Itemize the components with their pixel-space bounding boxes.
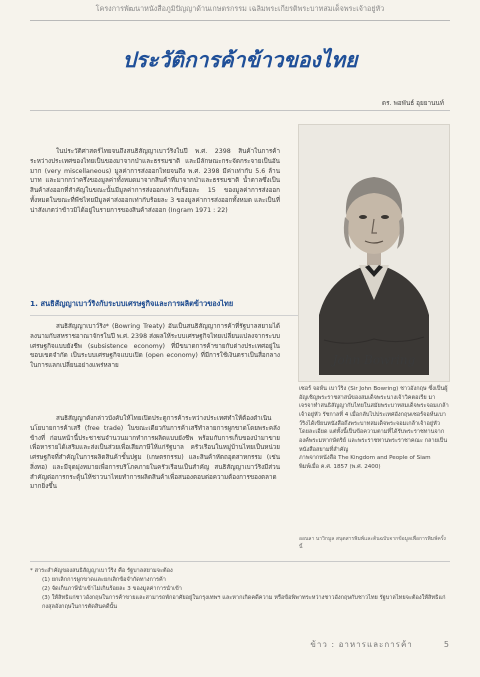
author-divider bbox=[30, 110, 450, 111]
page-number: 5 bbox=[443, 640, 450, 649]
footnote-item: (3) ให้สิทธิแก่ชาวอังกฤษในการค้าขายและสามารถพักอาศัยอยู่ในกรุงเทพฯ และหากเกิดคดีความ หรือข้อพิพาทระหว่างชาวอังกฤษกับชาวไทย รัฐบาลไทยจะต้องให้สิทธิแก่กงสุลอังกฤษในการตัดสินคดีนั้น bbox=[42, 594, 446, 610]
footnote-intro: * สาระสำคัญของสนธิสัญญาเบาว์ริง คือ รัฐบาลสยามจะต้อง bbox=[30, 568, 173, 574]
section-body-2 bbox=[30, 414, 280, 492]
article-title: ประวัติการค้าข้าวของไทย bbox=[122, 48, 358, 72]
running-header: โครงการพัฒนาหนังสือภูมิปัญญาด้านเกษตรกรรม เฉลิมพระเกียรติพระบาทสมเด็จพระเจ้าอยู่หัว bbox=[95, 4, 385, 13]
caption-text: เซอร์ จอห์น เบาว์ริง (Sir John Bowring) ชาวอังกฤษ ซึ่งเป็นผู้อัญเชิญพระราชสาสน์ของสมเด็จพระนางเจ้าวิคตอเรีย มาเจรจาทำสนธิสัญญากับไทยในสมัยพระบาทสมเด็จพระจอมเกล้าเจ้าอยู่หัว รัชกาลที่ 4 เมื่อกลับไปประเทศอังกฤษเซอร์จอห์นเบาว์ริงได้เขียนหนังสือถึงพระบาทสมเด็จพระจอมเกล้าเจ้าอยู่หัวโดยละเอียด แต่ทั้งนี้เป็นข้อความตามที่ได้รับพระราชทานจากองค์พระมหากษัตริย์ และพระราชทานพระราชาคณะ กลายเป็นหนังสือสยามที่สำคัญ bbox=[299, 386, 449, 453]
portrait-image bbox=[298, 124, 450, 382]
portrait-caption bbox=[299, 385, 449, 472]
page-footer bbox=[0, 638, 450, 651]
author-name: ดร. พอพันธ์ อุยยานนท์ bbox=[381, 99, 444, 107]
footnote-item: (1) ยกเลิกการผูกขาดและยกเลิกข้อจำกัดทางการค้า bbox=[42, 576, 166, 583]
footnote-item: (2) จัดเก็บภาษีนำเข้าไม่เกินร้อยละ 3 ของมูลค่าการนำเข้า bbox=[42, 585, 182, 592]
section-paragraph-2: สนธิสัญญาดังกล่าวบังคับให้ไทยเปิดประตูการค้าระหว่างประเทศทำให้ต้องดำเนินนโยบายการค้าเสรี (free trade) ในขณะเดียวกันการค้าเสรีทำลายการผูกขาดโดยพระคลังข้างที่ ก่อนหน้านี้ประชาชนจำนวนมากทำการผลิตแบบยังชีพ พร้อมกับการเก็บของป่ามาขายเพื่อหารายได้เสริมและส่งเป็นส่วยเพื่อเสียภาษีให้แก่รัฐบาล ครัวเรือนในหมู่บ้านไทยเป็นหน่วยเศรษฐกิจที่สำคัญในการผลิตสินค้าขั้นปฐม (เกษตรกรรม) และสินค้าหัตถอุตสาหกรรม (เช่น สิ่งทอ) และมีจุดมุ่งหมายเพื่อการบริโภคภายในครัวเรือนเป็นสำคัญ สนธิสัญญาเบาว์ริงมีส่วนสำคัญต่อการกระตุ้นให้ชาวนาไทยทำการผลิตสินค้าเพื่อสนองตอบต่อความต้องการของตลาดมากยิ่งขึ้น bbox=[30, 415, 280, 491]
intro-paragraph: ในประวัติศาสตร์ไทยจนถึงสนธิสัญญาเบาว์ริงในปี พ.ศ. 2398 สินค้าในการค้าระหว่างประเทศของไทยเป็นของมาจากป่าและธรรมชาติ และมีลักษณะกระจัดกระจายเป็นอันมาก (very miscellaneous) มูลค่าการส่งออกไทยจนถึง พ.ศ. 2398 มีค่าเท่ากับ 5.6 ล้านบาท และมากกว่าครึ่งของมูลค่าทั้งหมดมาจากสินค้าที่มาจากป่าและธรรมชาติ น้ำตาลซึ่งเป็นสินค้าส่งออกที่สำคัญในขณะนั้นมีมูลค่าการส่งออกเท่ากับร้อยละ 15 ของมูลค่าการส่งออกทั้งหมดในขณะที่พืชไทยมีมูลค่าส่งออกเท่ากับร้อยละ 3 ของมูลค่าการส่งออกทั้งหมด และเป็นที่น่าสังเกตว่าข้าวมิได้อยู่ในรายการของสินค้าส่งออก (Ingram 1971 : 22) bbox=[30, 148, 280, 214]
section-paragraph-1: สนธิสัญญาเบาว์ริง* (Bowring Treaty) อันเป็นสนธิสัญญาการค้าที่รัฐบาลสยามได้ลงนามกับสหราชอาณาจักรในปี พ.ศ. 2398 ส่งผลให้ระบบเศรษฐกิจไทยเปลี่ยนแปลงจากระบบเศรษฐกิจแบบยังชีพ (subsistence economy) ที่มีขนาดการค้าขายกับต่างประเทศอยู่ในขอบเขตจำกัด เป็นระบบเศรษฐกิจแบบเปิด (open economy) ที่มีการใช้เงินตราเป็นสื่อกลางในการแลกเปลี่ยนอย่างแพร่หลาย bbox=[30, 323, 280, 369]
footnote-divider bbox=[30, 561, 450, 562]
section-heading: 1. สนธิสัญญาเบาว์ริงกับระบบเศรษฐกิจและการผลิตข้าวของไทย bbox=[30, 299, 234, 308]
section-body-1 bbox=[30, 322, 280, 371]
intro-text bbox=[30, 147, 280, 215]
footnotes bbox=[30, 567, 450, 612]
header-divider bbox=[30, 20, 450, 21]
section-divider bbox=[30, 315, 298, 316]
portrait-signature: John Bowring bbox=[332, 353, 416, 367]
caption-source: ออนลา นาวิกมูล สนุตสารพิมพ์และต้นฉบับจากข้อมูลเพื่อการพิมพ์ครั้งนี้ bbox=[299, 536, 446, 550]
caption-published: พิมพ์เมื่อ ค.ศ. 1857 (พ.ศ. 2400) bbox=[299, 463, 381, 470]
footer-title: ข้าว : อาหารและการค้า bbox=[310, 640, 413, 649]
caption-book-line: ภาพจากหนังสือ The Kingdom and People of Siam bbox=[299, 455, 431, 462]
portrait-engraving bbox=[299, 125, 449, 381]
